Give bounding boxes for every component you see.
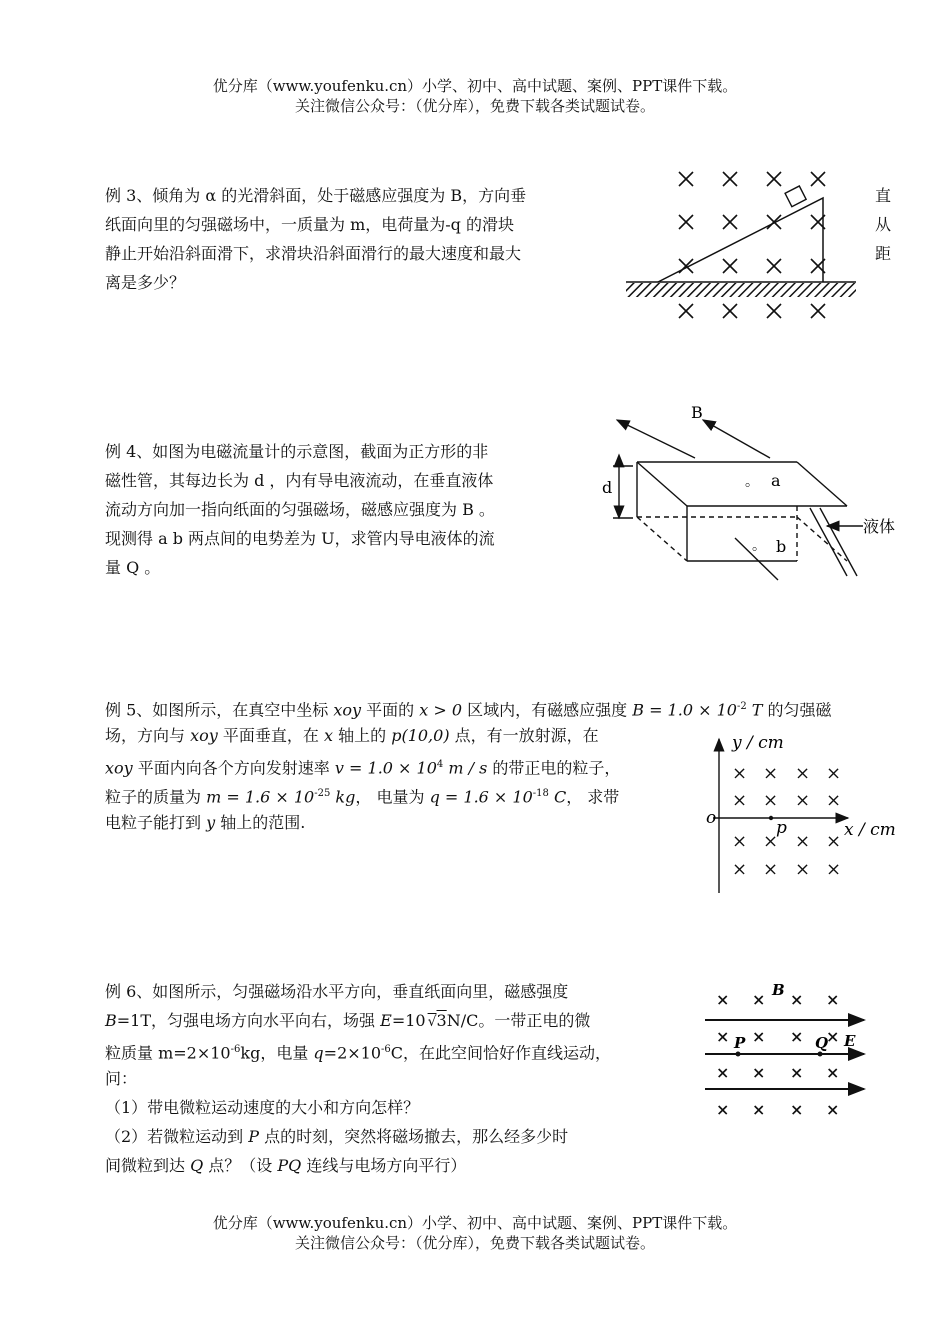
- math-run: P: [248, 1127, 260, 1146]
- cross-mark: ×: [826, 859, 842, 880]
- hidden-edge: [637, 517, 687, 561]
- cross-mark: ×: [752, 1063, 766, 1082]
- cross-mark: [767, 304, 781, 318]
- text-run: 轴上的: [333, 726, 392, 745]
- hidden-edge: [797, 517, 847, 561]
- sqrt-radicand: 3: [436, 1011, 447, 1030]
- math-run: y: [206, 813, 216, 832]
- math-run: xoy: [333, 700, 362, 720]
- cross-mark: [767, 215, 781, 229]
- example-6-line: [105, 1151, 695, 1180]
- b-label: B: [772, 981, 785, 999]
- text-run: 点？（设: [203, 1156, 278, 1175]
- p-label: p: [776, 818, 787, 838]
- math-run: B = 1.0 × 10: [632, 700, 737, 720]
- cross-mark: ×: [826, 990, 840, 1009]
- cross-mark: [723, 259, 737, 273]
- header-line-2: 关注微信公众号：（优分库），免费下载各类试题试卷。: [294, 97, 655, 115]
- cross-mark: ×: [826, 790, 842, 811]
- text-run: =1T，匀强电场方向水平向右，场强: [116, 1011, 381, 1030]
- cross-mark: ×: [795, 859, 811, 880]
- math-sup: -25: [314, 788, 331, 799]
- liquid-label: 液体: [863, 517, 896, 536]
- example-3-side-chars: [875, 181, 891, 268]
- cross-mark: ×: [763, 831, 779, 852]
- text-run: C，在此空间恰好作直线运动，: [390, 1043, 612, 1063]
- point-b-dot: 。: [752, 538, 766, 554]
- cross-mark: ×: [763, 790, 779, 811]
- cross-mark: ×: [826, 763, 842, 784]
- math-run: B: [105, 1011, 117, 1030]
- d-label: d: [602, 478, 613, 497]
- example-6-line: [105, 1035, 695, 1064]
- cross-mark: ×: [732, 790, 748, 811]
- text-run: （2）若微粒运动到: [105, 1127, 249, 1146]
- cross-mark: [723, 172, 737, 186]
- field-figure: [702, 980, 872, 1120]
- cross-mark: ×: [752, 1027, 766, 1046]
- text-run: 点的时刻，突然将磁场撤去，那么经多少时: [259, 1127, 569, 1146]
- slider-block: [785, 186, 806, 207]
- cross-mark: ×: [795, 790, 811, 811]
- flowmeter-figure: [595, 400, 910, 585]
- cross-mark: ×: [716, 990, 730, 1009]
- text-run: 平面内向各个方向发射速率: [132, 758, 335, 778]
- text-run: 平面的: [361, 700, 420, 720]
- cross-mark: [679, 172, 693, 186]
- text-run: 的匀强磁: [762, 700, 832, 720]
- point-a-dot: 。: [745, 474, 759, 490]
- example-4-line: 磁性管，其每边长为 d ，内有导电液流动，在垂直液体: [105, 471, 494, 490]
- example-3-text: [105, 181, 615, 297]
- math-run: Q: [190, 1156, 204, 1175]
- incline-figure: [620, 160, 865, 330]
- text-run: =10: [391, 1011, 426, 1030]
- b-label: B: [691, 403, 703, 422]
- cross-mark: ×: [826, 1063, 840, 1082]
- math-run: xoy: [105, 758, 133, 778]
- math-sup: -6: [230, 1044, 241, 1055]
- text-run: N/C。一带正电的微: [446, 1011, 591, 1030]
- incline-triangle: [658, 198, 823, 282]
- cross-mark: [679, 215, 693, 229]
- cross-mark: ×: [826, 831, 842, 852]
- cross-mark: ×: [732, 859, 748, 880]
- box-edge: [797, 462, 847, 506]
- text-run: =2×10: [323, 1043, 382, 1063]
- b-field-arrow: [617, 420, 695, 458]
- page-footer: [0, 1213, 950, 1253]
- origin-label: o: [706, 808, 717, 828]
- cross-mark: ×: [790, 1100, 804, 1119]
- header-line-1: 优分库（www.youfenku.cn）小学、初中、高中试题、案例、PPT课件下载。: [212, 77, 738, 95]
- cross-mark: [723, 215, 737, 229]
- flow-line: [810, 508, 847, 576]
- example-4-line: 现测得 a b 两点间的电势差为 U，求管内导电液体的流: [105, 529, 495, 548]
- math-sup: -18: [532, 788, 549, 799]
- text-run: 轴上的范围.: [215, 813, 306, 832]
- ground-hatching: [626, 283, 856, 297]
- text-run: ， 求带: [566, 787, 620, 807]
- box-edge: [637, 462, 687, 506]
- page-header: [0, 76, 950, 116]
- cross-mark: ×: [716, 1027, 730, 1046]
- math-run: q: [313, 1043, 324, 1063]
- side-char: 距: [875, 244, 892, 263]
- cross-mark: [811, 172, 825, 186]
- example-3-line: 离是多少？: [105, 273, 186, 292]
- text-run: 例 5、如图所示，在真空中坐标: [105, 700, 334, 720]
- math-run: m = 1.6 × 10: [206, 787, 315, 807]
- cross-mark: [679, 304, 693, 318]
- side-char: 从: [875, 215, 892, 234]
- coordinate-figure: [700, 725, 900, 900]
- math-run: C: [548, 787, 567, 807]
- math-run: x > 0: [419, 700, 463, 720]
- y-axis-label: y / cm: [732, 733, 784, 753]
- math-run: kg: [330, 787, 356, 807]
- cross-mark: ×: [732, 763, 748, 784]
- cross-mark: [767, 172, 781, 186]
- b-point-label: b: [776, 537, 787, 556]
- cross-mark: ×: [752, 1100, 766, 1119]
- point-p: [736, 1052, 741, 1057]
- text-run: 场，方向与: [105, 726, 191, 745]
- example-6-line: [105, 1006, 695, 1035]
- text-run: 粒质量 m=2×10: [105, 1043, 231, 1063]
- q-label: Q: [815, 1034, 829, 1052]
- math-run: x: [323, 726, 334, 745]
- text-run: kg，电量: [240, 1043, 314, 1063]
- footer-line-1: 优分库（www.youfenku.cn）小学、初中、高中试题、案例、PPT课件下载。: [212, 1214, 738, 1232]
- cross-mark: ×: [826, 1100, 840, 1119]
- math-run: v = 1.0 × 10: [334, 758, 437, 778]
- cross-mark: ×: [790, 1063, 804, 1082]
- cross-mark: ×: [790, 1027, 804, 1046]
- text-run: 平面垂直，在: [217, 726, 324, 745]
- footer-line-2: 关注微信公众号：（优分库），免费下载各类试题试卷。: [294, 1234, 655, 1252]
- cross-mark: ×: [716, 1100, 730, 1119]
- example-3-line: 纸面向里的匀强磁场中，一质量为 m，电荷量为-q 的滑块: [105, 215, 514, 234]
- p-label: P: [734, 1034, 746, 1052]
- math-run: m / s: [443, 758, 488, 778]
- example-6-line: [105, 1122, 695, 1151]
- cross-mark: ×: [763, 763, 779, 784]
- math-run: xoy: [190, 726, 218, 745]
- cross-mark: ×: [795, 763, 811, 784]
- example-4-line: 流动方向加一指向纸面的匀强磁场，磁感应强度为 B 。: [105, 500, 495, 519]
- text-run: 连线与电场方向平行）: [301, 1156, 467, 1175]
- e-label: E: [844, 1032, 856, 1050]
- a-label: a: [771, 471, 781, 490]
- cross-mark: ×: [763, 859, 779, 880]
- example-6-line: 问：: [105, 1069, 138, 1088]
- cross-mark: [767, 259, 781, 273]
- text-run: 的带正电的粒子，: [487, 758, 621, 778]
- example-6-line: 例 6、如图所示，匀强磁场沿水平方向，垂直纸面向里，磁感强度: [105, 982, 569, 1001]
- math-sup: 4: [436, 759, 444, 770]
- side-char: 直: [875, 186, 892, 205]
- math-run: q = 1.6 × 10: [429, 787, 533, 807]
- cross-mark: ×: [795, 831, 811, 852]
- example-4-line: 例 4、如图为电磁流量计的示意图，截面为正方形的非: [105, 442, 489, 461]
- cross-mark: [723, 304, 737, 318]
- example-6-line: （1）带电微粒运动速度的大小和方向怎样？: [105, 1098, 420, 1117]
- text-run: 间微粒到达: [105, 1156, 191, 1175]
- math-run: p(10,0): [391, 726, 450, 745]
- example-3-line: 静止开始沿斜面滑下，求滑块沿斜面滑行的最大速度和最大: [105, 244, 522, 263]
- example-4-text: [105, 437, 575, 582]
- math-sup: -6: [381, 1044, 391, 1055]
- text-run: 区域内，有磁感应强度: [462, 700, 633, 720]
- cross-mark: ×: [716, 1063, 730, 1082]
- text-run: 电粒子能打到: [105, 813, 207, 832]
- example-4-line: 量 Q 。: [105, 558, 161, 577]
- cross-mark: [811, 304, 825, 318]
- text-run: ， 电量为: [355, 787, 430, 807]
- text-run: 粒子的质量为: [105, 787, 207, 807]
- cross-mark: ×: [790, 990, 804, 1009]
- cross-mark: ×: [826, 1027, 840, 1046]
- text-run: 点，有一放射源，在: [449, 726, 599, 745]
- sqrt-three: √3: [427, 1011, 447, 1030]
- example-5-line: [105, 692, 905, 721]
- cross-mark: ×: [732, 831, 748, 852]
- example-6-text: [105, 977, 695, 1180]
- cross-mark: ×: [752, 990, 766, 1009]
- math-sup: -2: [736, 701, 747, 712]
- math-run: PQ: [277, 1156, 302, 1175]
- math-run: T: [746, 700, 763, 720]
- example-3-line: 例 3、倾角为 α 的光滑斜面，处于磁感应强度为 B，方向垂: [105, 186, 527, 205]
- x-axis-label: x / cm: [844, 820, 896, 840]
- b-field-arrow: [703, 420, 770, 458]
- math-run: E: [380, 1011, 392, 1030]
- point-q: [818, 1052, 823, 1057]
- point-p: [769, 816, 773, 820]
